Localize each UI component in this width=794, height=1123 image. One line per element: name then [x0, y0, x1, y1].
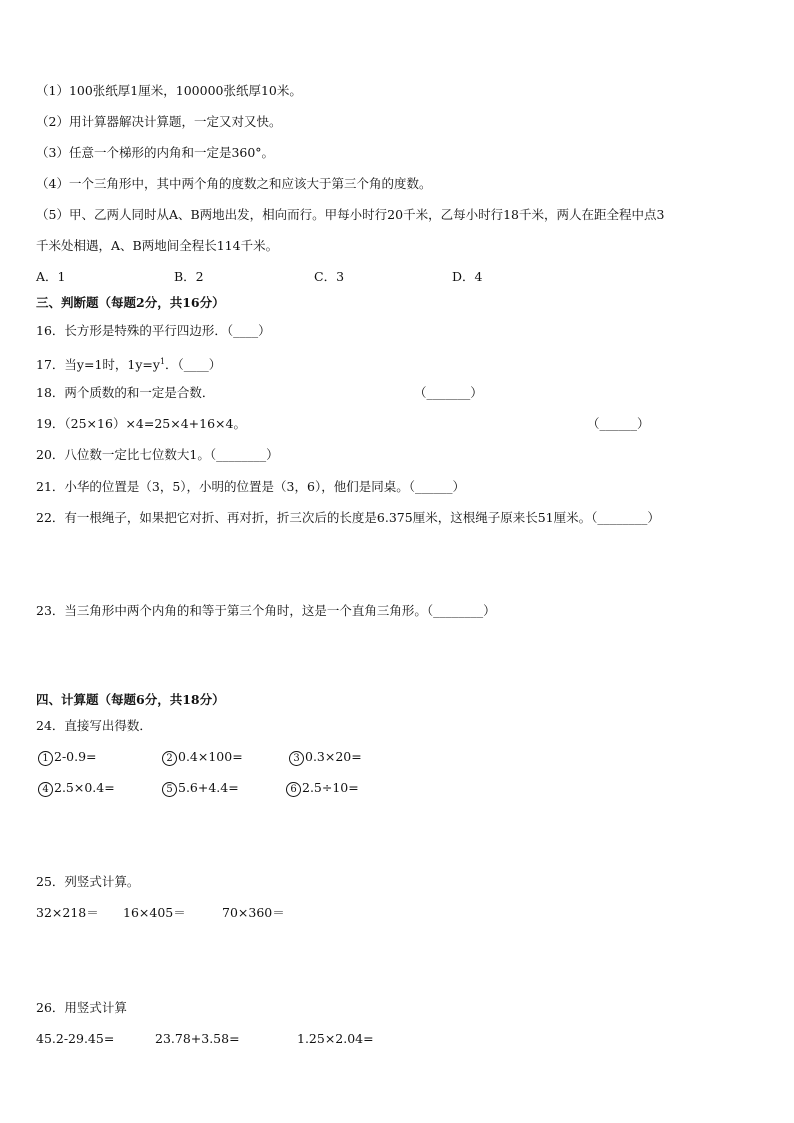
- q25-item-2: 16×405＝: [123, 905, 186, 920]
- question-23: 23．当三角形中两个内角的和等于第三个角时，这是一个直角三角形。（________）: [36, 603, 496, 618]
- q24-item-3: [289, 748, 362, 766]
- circled-number: 3: [289, 751, 304, 766]
- q24-item-6: [286, 779, 359, 797]
- option-c[interactable]: C．3: [314, 269, 345, 284]
- q24-item-5: [162, 779, 239, 797]
- statement-5: （5）甲、乙两人同时从A、B两地出发，相向而行。甲每小时行20千米，乙每小时行18千米，两人在距全程中点3: [36, 207, 665, 222]
- q24-item-4: [38, 779, 115, 797]
- question-17-text: 17．当y=1时，1y=y: [36, 357, 160, 373]
- circled-number: 1: [38, 751, 53, 766]
- option-b[interactable]: B．2: [174, 269, 204, 284]
- q24-expr: 5.6+4.4=: [178, 780, 239, 795]
- section-3-title: 三、判断题（每题2分，共16分）: [36, 295, 225, 310]
- statement-2: （2）用计算器解决计算题，一定又对又快。: [36, 114, 282, 129]
- q26-item-3: 1.25×2.04=: [297, 1031, 374, 1046]
- q26-item-2: 23.78+3.58=: [155, 1031, 240, 1046]
- q26-item-1: 45.2-29.45=: [36, 1031, 115, 1046]
- circled-number: 5: [162, 782, 177, 797]
- question-17-exponent: 1: [159, 357, 166, 366]
- statement-4: （4）一个三角形中，其中两个角的度数之和应该大于第三个角的度数。: [36, 176, 432, 191]
- section-4-title: 四、计算题（每题6分，共18分）: [36, 692, 225, 707]
- q24-expr: 0.4×100=: [178, 749, 243, 764]
- circled-number: 2: [162, 751, 177, 766]
- q24-expr: 2.5÷10=: [302, 780, 359, 795]
- question-19: 19．（25×16）×4=25×4+16×4。: [36, 416, 246, 431]
- question-17-blank: ．（____）: [165, 357, 222, 373]
- question-18-blank: （_______）: [414, 385, 483, 400]
- q24-item-2: [162, 748, 243, 766]
- q24-expr: 2.5×0.4=: [54, 780, 115, 795]
- q24-item-1: [38, 748, 97, 766]
- question-24: 24．直接写出得数．: [36, 718, 152, 733]
- question-22: 22．有一根绳子，如果把它对折、再对折，折三次后的长度是6.375厘米，这根绳子原来长51厘米。（________）: [36, 510, 660, 525]
- circled-number: 4: [38, 782, 53, 797]
- circled-number: 6: [286, 782, 301, 797]
- question-21: 21．小华的位置是（3，5），小明的位置是（3，6），他们是同桌。（______）: [36, 479, 465, 494]
- question-20: 20．八位数一定比七位数大1。（________）: [36, 447, 279, 462]
- statement-3: （3）任意一个梯形的内角和一定是360°。: [36, 145, 275, 160]
- option-a[interactable]: A．1: [36, 269, 66, 284]
- q24-expr: 0.3×20=: [305, 749, 362, 764]
- statement-1: （1）100张纸厚1厘米，100000张纸厚10米。: [36, 83, 302, 98]
- option-d[interactable]: D．4: [452, 269, 483, 284]
- question-19-blank: （______）: [587, 416, 650, 431]
- statement-5-cont: 千米处相遇，A、B两地间全程长114千米。: [36, 238, 279, 253]
- question-18: 18．两个质数的和一定是合数．: [36, 385, 215, 400]
- q25-item-1: 32×218＝: [36, 905, 99, 920]
- question-16: 16．长方形是特殊的平行四边形．（____）: [36, 323, 271, 338]
- q25-item-3: 70×360＝: [222, 905, 285, 920]
- question-26: 26．用竖式计算: [36, 1000, 127, 1015]
- q24-expr: 2-0.9=: [54, 749, 97, 764]
- question-17: [36, 353, 221, 374]
- question-25: 25．列竖式计算。: [36, 874, 140, 889]
